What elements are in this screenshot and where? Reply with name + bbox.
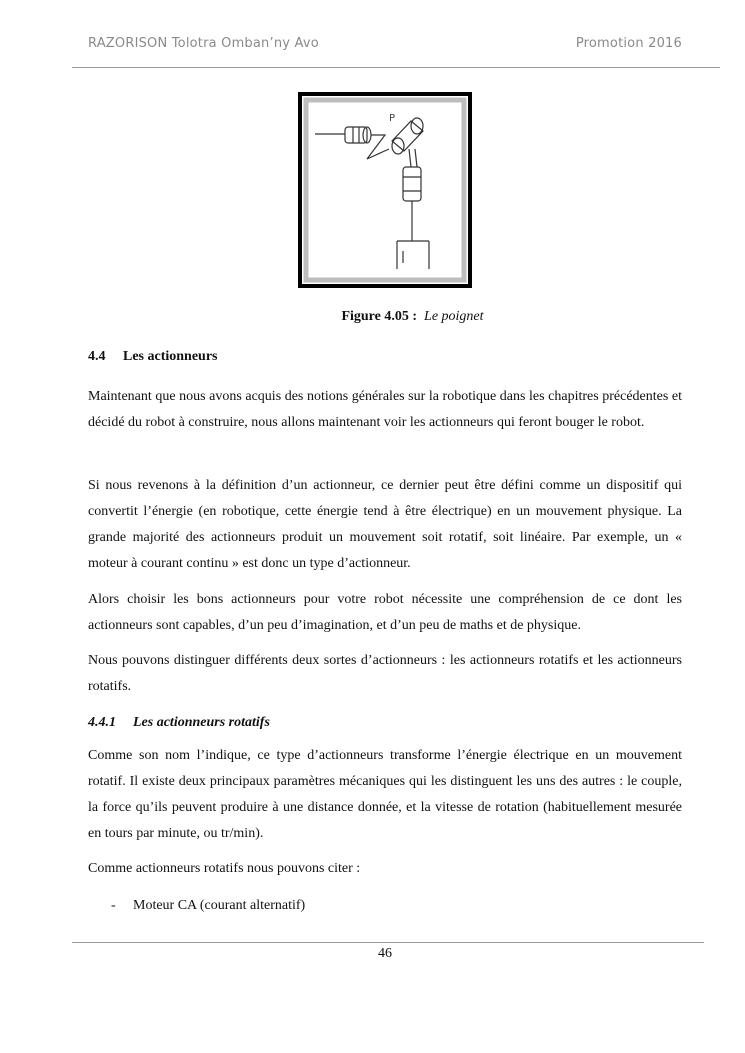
figure-letter: P xyxy=(389,113,396,124)
paragraph: Si nous revenons à la définition d’un actionneur, ce dernier peut être défini comme un dispositif qui convertit l’énergie (en robotique, cette énergie tend à être électrique) en un mouvement physique. La grande majorité des actionneurs produit un mouvement soit rotatif, soit linéaire. Par exemple, un « moteur à courant continu » est donc un type d’actionneur. xyxy=(88,478,682,571)
figure-label: Figure 4.05 : xyxy=(341,309,418,324)
bullet-text: Moteur CA (courant alternatif) xyxy=(133,898,306,913)
header-promotion: Promotion 2016 xyxy=(575,36,682,51)
section-number: 4.4 xyxy=(88,349,106,364)
page-number: 46 xyxy=(378,946,392,961)
paragraph: Comme son nom l’indique, ce type d’actionneurs transforme l’énergie électrique en un mouvement rotatif. Il existe deux principaux paramètres mécaniques qui les distinguent les uns des autres : le couple, la force qu’ils peuvent produire à une distance donnée, et la vitesse de rotation (habituellement mesurée en tours par minute, ou tr/min). xyxy=(88,748,682,841)
figure-title: Le poignet xyxy=(424,309,484,324)
header-author: RAZORISON Tolotra Omban’ny Avo xyxy=(88,36,319,51)
subsection-title: Les actionneurs rotatifs xyxy=(133,715,270,730)
section-heading xyxy=(88,349,218,365)
list-item xyxy=(111,898,305,914)
bullet-dash: - xyxy=(111,898,116,913)
wrist-figure xyxy=(297,91,473,289)
paragraph: Comme actionneurs rotatifs nous pouvons citer : xyxy=(88,861,361,876)
header-rule xyxy=(72,67,720,68)
footer-rule xyxy=(72,942,704,943)
paragraph: Alors choisir les bons actionneurs pour votre robot nécessite une compréhension de ce dont les actionneurs sont capables, d’un peu d’imagination, et d’un peu de maths et de physique. xyxy=(88,592,682,633)
wrist-diagram xyxy=(297,91,473,289)
subsection-heading xyxy=(88,715,270,731)
paragraph: Nous pouvons distinguer différents deux sortes d’actionneurs : les actionneurs rotatifs et les actionneurs rotatifs. xyxy=(88,653,682,694)
page-header xyxy=(88,36,682,51)
figure-caption xyxy=(0,309,745,325)
section-title: Les actionneurs xyxy=(123,349,218,364)
subsection-number: 4.4.1 xyxy=(88,715,116,730)
paragraph: Maintenant que nous avons acquis des notions générales sur la robotique dans les chapitres précédentes et décidé du robot à construire, nous allons maintenant voir les actionneurs qui feront bouger le robot. xyxy=(88,389,682,430)
